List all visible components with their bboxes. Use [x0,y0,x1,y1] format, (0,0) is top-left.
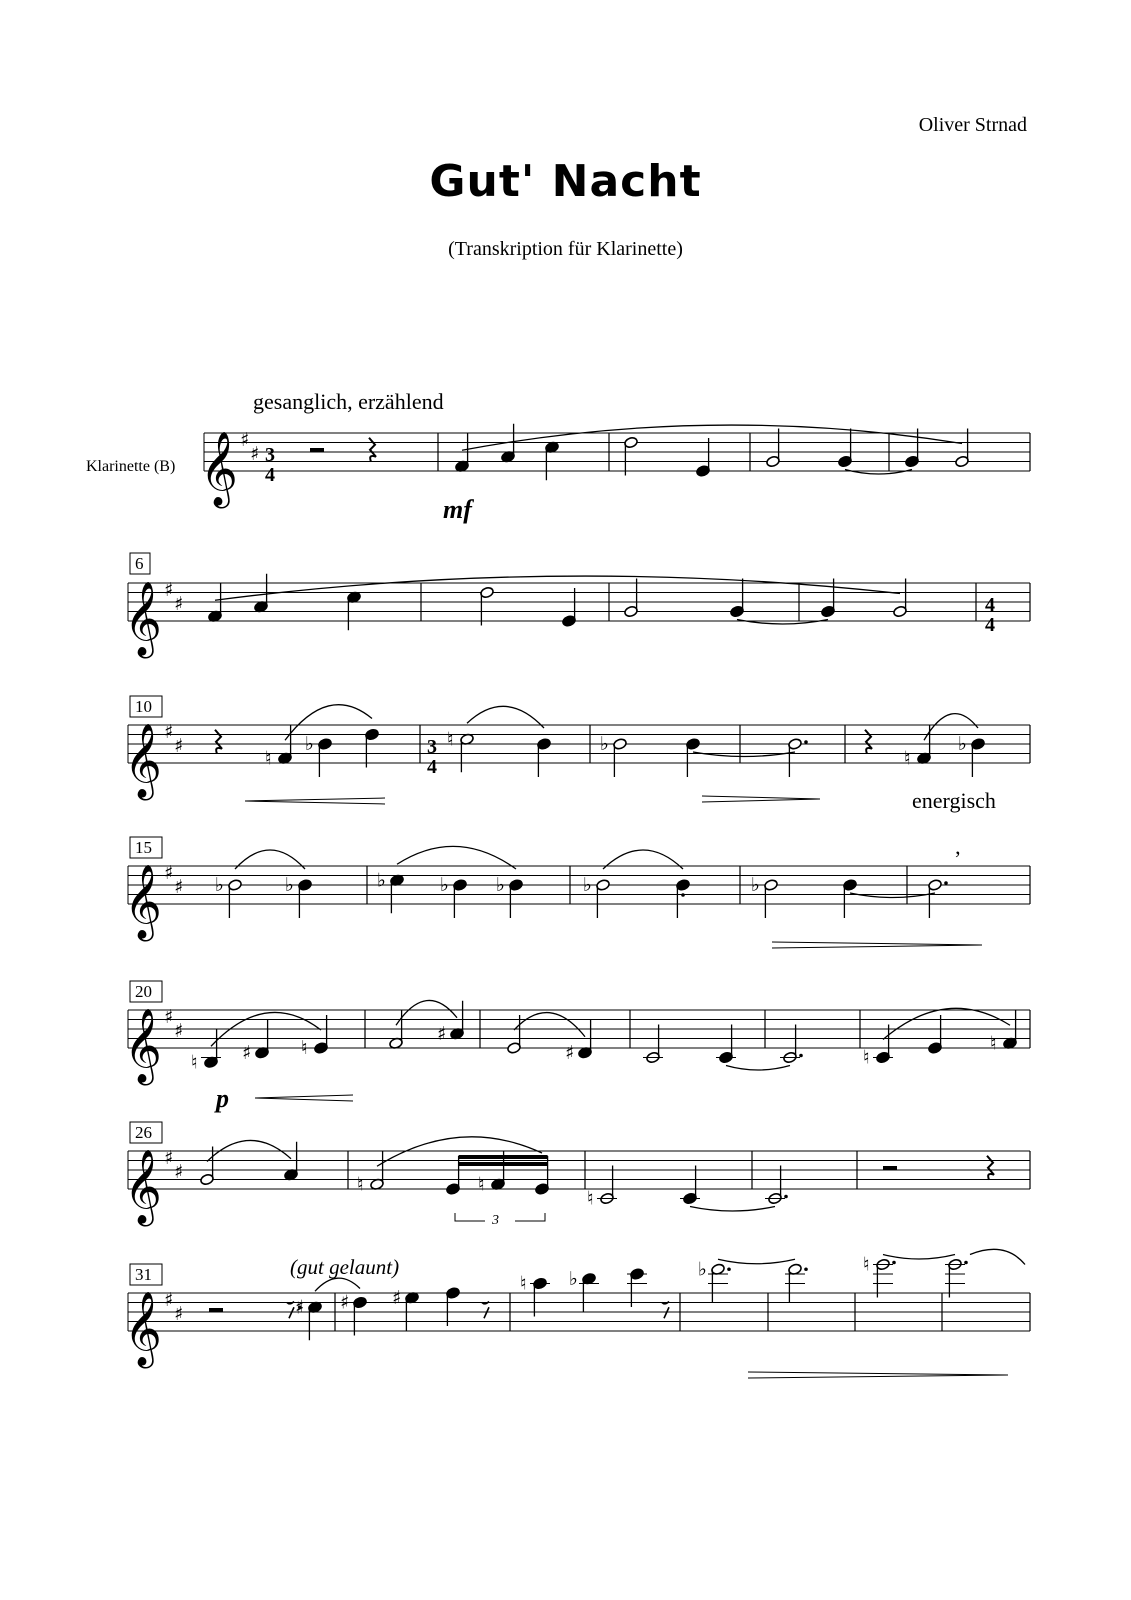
natural-accidental: ♮ [265,747,272,770]
key-sharp-c: ♯ [250,443,260,465]
measure-number-10: 10 [135,697,152,716]
tie [737,620,828,625]
dot [964,1261,968,1265]
half-rest [209,1308,223,1312]
natural-accidental: ♮ [191,1051,198,1074]
natural-accidental: ♮ [904,747,911,770]
hairpin [748,1372,1008,1375]
dot [804,740,808,744]
hairpin [702,799,820,802]
tie [690,1207,775,1212]
time-sig-bottom: 4 [985,614,995,636]
breath-mark: ’ [954,846,962,871]
natural-accidental: ♮ [357,1173,364,1196]
hairpin [772,942,982,945]
flat-accidental: ♭ [215,874,224,896]
hairpin [255,1098,353,1101]
hairpin [255,1095,353,1098]
tie [693,752,795,757]
flat-accidental: ♭ [377,869,386,892]
tuplet-bracket [455,1213,545,1221]
slur [215,576,900,600]
flat-accidental: ♭ [305,733,314,755]
hairpin [245,801,385,804]
natural-accidental: ♮ [587,1187,594,1210]
sharp-accidental: ♯ [242,1041,252,1064]
treble-clef: 𝄞 [124,1292,162,1366]
flat-accidental: ♭ [583,874,592,896]
beam [459,1155,548,1159]
sharp-accidental: ♯ [437,1022,447,1045]
flat-accidental: ♭ [600,733,609,755]
natural-accidental: ♮ [990,1032,997,1055]
tuplet-number: 3 [492,1213,499,1228]
flat-accidental: ♭ [569,1267,578,1290]
time-sig-bottom: 4 [265,464,275,486]
slur [924,714,978,741]
key-sharp-f: ♯ [164,862,174,884]
dynamic-p: p [216,1084,229,1113]
time-sig-top: 3 [265,444,275,466]
eighth-rest [287,1302,294,1319]
flat-accidental: ♭ [751,874,760,896]
half-rest [310,448,324,452]
tie [718,1259,795,1264]
sharp-accidental: ♯ [392,1286,402,1309]
measure-number-15: 15 [135,838,152,857]
natural-accidental: ♮ [478,1173,485,1196]
key-sharp-f: ♯ [164,579,174,601]
beam [459,1162,548,1166]
flat-accidental: ♭ [440,874,449,896]
expression-gut-gelaunt: (gut gelaunt) [290,1255,400,1279]
natural-accidental: ♮ [863,1253,870,1276]
key-sharp-f: ♯ [164,721,174,743]
instrument-name: Klarinette (B) [86,458,176,475]
quarter-rest [369,438,376,462]
piece-subtitle: (Transkription für Klarinette) [448,238,683,260]
measure-number-20: 20 [135,982,152,1001]
key-sharp-c: ♯ [174,1161,184,1183]
natural-accidental: ♮ [301,1037,308,1059]
sharp-accidental: ♯ [295,1296,305,1319]
key-sharp-f: ♯ [164,1006,174,1028]
dot [892,1261,896,1265]
key-sharp-c: ♯ [174,1020,184,1042]
measure-number-6: 6 [135,554,144,573]
treble-clef: 𝄞 [200,432,238,506]
time-sig-top: 4 [985,594,995,616]
measure-number-31: 31 [135,1265,152,1284]
treble-clef: 𝄞 [124,1009,162,1083]
slur [396,1000,457,1025]
flat-accidental: ♭ [698,1258,707,1281]
flat-accidental: ♭ [958,733,967,755]
natural-accidental: ♮ [520,1272,527,1295]
hairpin [772,945,982,948]
key-sharp-c: ♯ [174,1303,184,1325]
tie [845,470,912,475]
key-sharp-c: ♯ [174,593,184,615]
dot [944,881,948,885]
tempo-marking: gesanglich, erzählend [253,389,444,414]
hairpin [245,798,385,801]
dot [799,1054,803,1058]
treble-clef: 𝄞 [124,724,162,798]
sharp-accidental: ♯ [565,1041,575,1064]
time-sig-bottom: 4 [427,756,437,778]
flat-accidental: ♭ [285,874,294,896]
staccato-dot [681,893,685,897]
key-sharp-f: ♯ [164,1289,174,1311]
composer: Oliver Strnad [918,114,1027,136]
slur [514,1013,585,1037]
dot [804,1267,808,1271]
treble-clef: 𝄞 [124,865,162,939]
key-sharp-c: ♯ [174,876,184,898]
piece-title: Gut' Nacht [429,156,702,207]
hairpin [748,1375,1008,1378]
slur [462,425,962,450]
tie [726,1066,790,1071]
slur [315,1278,360,1291]
expression-energisch: energisch [912,788,996,813]
dynamic-mf: mf [443,495,472,524]
treble-clef: 𝄞 [124,582,162,656]
eighth-rest [662,1302,669,1319]
key-sharp-c: ♯ [174,735,184,757]
half-rest [883,1166,897,1170]
tie [883,1255,955,1260]
hairpin [702,796,820,799]
quarter-rest [215,730,222,754]
time-sig-top: 3 [427,736,437,758]
measure-number-26: 26 [135,1123,152,1142]
slur [377,1137,542,1166]
tie [850,893,935,898]
natural-accidental: ♮ [447,728,454,751]
key-sharp-f: ♯ [240,429,250,451]
tie [970,1249,1025,1264]
flat-accidental: ♭ [496,874,505,896]
natural-accidental: ♮ [863,1046,870,1069]
treble-clef: 𝄞 [124,1150,162,1224]
sharp-accidental: ♯ [340,1291,350,1314]
dot [727,1267,731,1271]
key-sharp-f: ♯ [164,1147,174,1169]
quarter-rest [987,1156,994,1180]
eighth-rest [482,1302,489,1319]
quarter-rest [865,730,872,754]
dot [784,1195,788,1199]
